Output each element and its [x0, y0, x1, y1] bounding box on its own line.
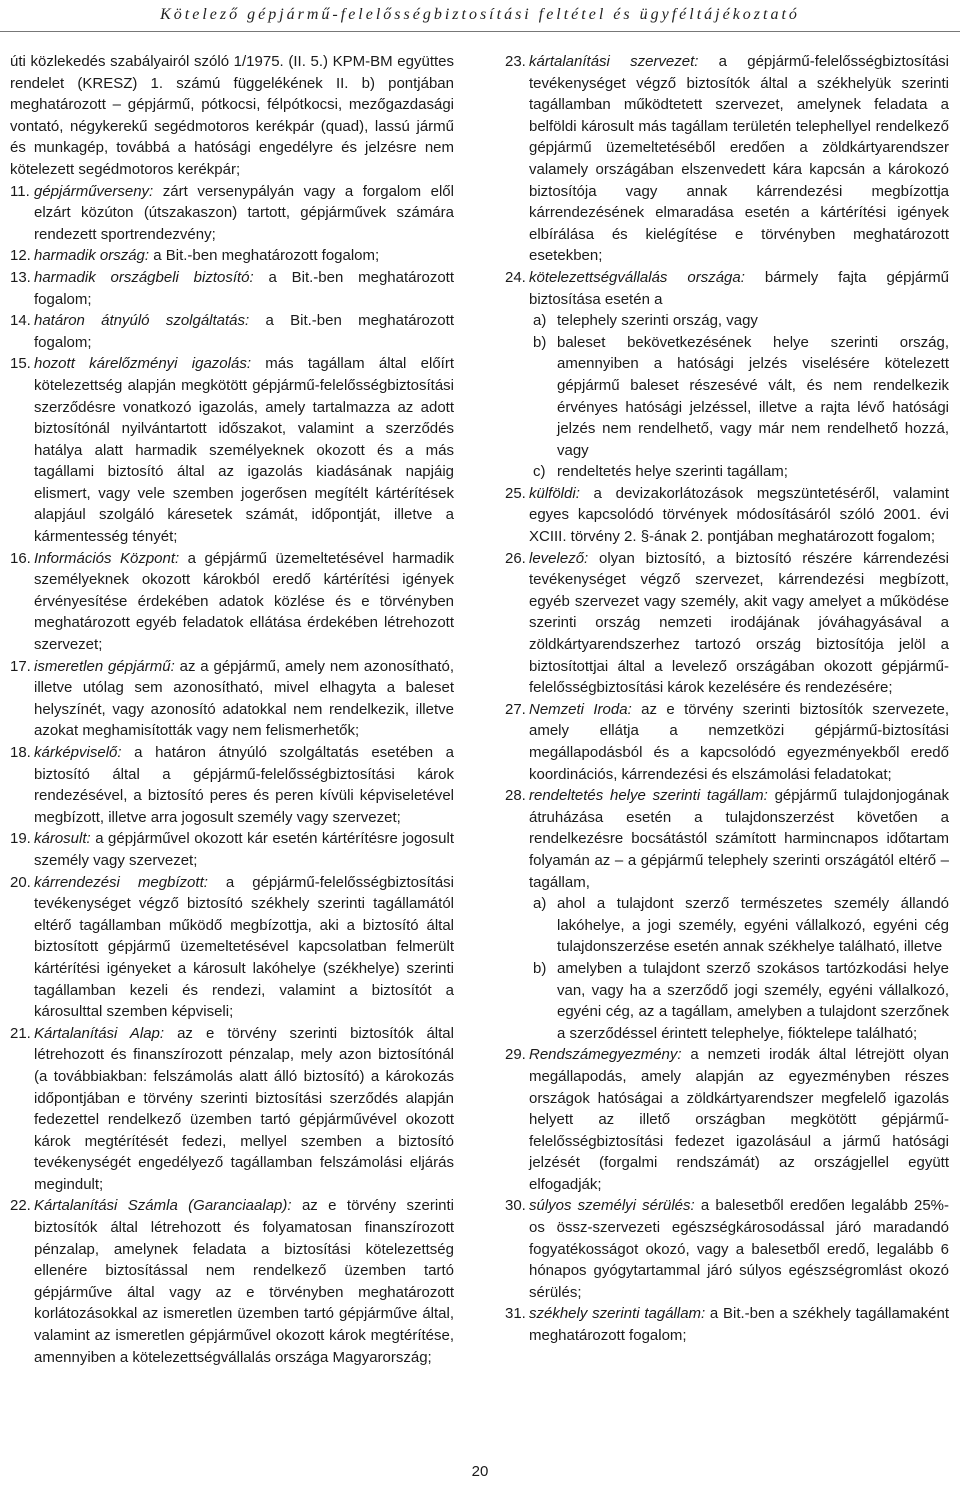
defined-term: határon átnyúló szolgáltatás: — [34, 312, 250, 330]
entry-number: 29. — [505, 1046, 526, 1064]
entry-body — [34, 310, 454, 353]
definition-text: olyan biztosító, a biztosító részére kárrendezési tevékenységet végző szervezet, kárrendezési megbízott, egyéb szervezet vagy személy, akit vagy amelyet a működése szerinti ország nemzeti irodájának jóváhagyásával a zöldkártyarendszerhez tartozó ország biztosítója jelöl a biztosítottjai által a levelező országában okozott gépjármű-felelősségbiztosítási károk kezelésére és rendezésére; — [529, 549, 949, 697]
definition-text: az e törvény szerinti biztosítók által létrehozott és folyamatosan finanszírozott pénzalap, amelynek feladata a biztosítási kötelezettség ellenére biztosítással nem rendelkező üzemben tartó gépjárműve által vagy az e törvényben meghatározott korlátozásokkal az ismeretlen üzemben tartó gépjárműve által, valamint az ismeretlen gépjárművel okozott károk megtérítése, amennyiben a kötelezettségvállalás országa Magyarország; — [34, 1197, 454, 1366]
definition-text: zárt versenypályán vagy a forgalom elől elzárt közúton (útszakaszon) tartott, gépjárművek számára rendezett sportrendezvény; — [34, 182, 454, 243]
entry-body — [529, 51, 949, 267]
sub-item-label: c) — [533, 463, 546, 481]
definition-entry — [505, 785, 949, 1044]
definition-entry — [10, 548, 454, 656]
entry-number: 20. — [10, 873, 31, 891]
defined-term: harmadik országbeli biztosító: — [34, 268, 254, 286]
definition-entry — [505, 267, 949, 483]
page-number: 20 — [471, 1463, 489, 1480]
sub-item — [529, 893, 949, 958]
definition-entry — [10, 1023, 454, 1196]
entry-number: 31. — [505, 1305, 526, 1323]
entry-number: 27. — [505, 700, 526, 718]
sub-item — [529, 958, 949, 1044]
entry-body — [34, 872, 454, 1023]
definition-text: az e törvény szerinti biztosítók szervezete, amely ellátja a nemzetközi gépjármű-biztosítási megállapodásból és a kapcsolódó egyezményekből eredő koordinációs, kárrendezési és elszámolási feladatokat; — [529, 700, 950, 783]
definition-text: a devizakorlátozások megszüntetéséről, valamint egyes kapcsolódó törvények módosításáról szóló 2001. évi XCIII. törvény 2. §-ának 2. pontjában meghatározott fogalom; — [529, 484, 949, 546]
entry-number: 28. — [505, 787, 526, 805]
defined-term: levelező: — [529, 549, 589, 567]
sub-item — [529, 461, 949, 483]
definition-entry — [10, 656, 454, 742]
definition-text: a balesetből eredően legalább 25%-os össz-szervezeti egészségkárosodással járó maradandó fogyatékosságot okozó, vagy a balesetből eredő, legalább 6 hónapos gyógytartammal járó súlyos egészségromlást okozó sérülés; — [529, 1197, 949, 1301]
defined-term: kártalanítási szervezet: — [529, 53, 699, 70]
entry-body — [34, 267, 454, 310]
definition-entry — [10, 872, 454, 1023]
entry-number: 24. — [505, 268, 526, 286]
definition-text: más tagállam által előírt kötelezettség alapján megkötött gépjármű-felelősségbiztosítási szerződésre vonatkozó igazolás, amely tartalmazza az adott biztosítónál nyilvántartott időszakot, valamint a szerződés hatálya alatt harmadik személyeknek okozott és a más tagállami biztosító által az igazolás kiadásának napjáig elismert, vagy vele szemben jogerősen megítélt kártérítések alapjául szolgáló káresetek számát, időpontját, illetve a kármentesség tényét; — [34, 355, 454, 546]
left-definition-list — [10, 181, 454, 1369]
sub-item-label: b) — [533, 959, 547, 977]
definition-text: bármely fajta gépjármű biztosítása esetén a — [529, 268, 949, 308]
sub-item — [529, 332, 949, 462]
sub-item-label: a) — [533, 312, 547, 330]
entry-number: 15. — [10, 355, 31, 373]
right-column — [505, 51, 949, 1347]
entry-body — [34, 828, 454, 871]
entry-body — [34, 353, 454, 547]
definition-entry — [10, 353, 454, 547]
defined-term: Nemzeti Iroda: — [529, 700, 632, 718]
entry-body — [34, 548, 454, 656]
definition-entry — [505, 699, 949, 785]
definition-entry — [10, 181, 454, 246]
defined-term: károsult: — [34, 830, 91, 848]
entry-number: 22. — [10, 1197, 31, 1215]
header-rule — [0, 31, 960, 32]
defined-term: Kártalanítási Számla (Garanciaalap): — [34, 1197, 292, 1215]
definition-text: a Bit.-ben meghatározott fogalom; — [149, 247, 380, 265]
defined-term: kárrendezési megbízott: — [34, 873, 208, 891]
entry-number: 14. — [10, 312, 31, 330]
definition-entry — [10, 310, 454, 353]
defined-term: székhely szerinti tagállam: — [529, 1305, 706, 1323]
entry-number: 25. — [505, 484, 526, 502]
left-column — [10, 51, 454, 1368]
entry-number: 26. — [505, 549, 526, 567]
entry-number: 21. — [10, 1024, 31, 1042]
running-header: Kötelező gépjármű-felelősségbiztosítási feltétel és ügyféltájékoztató — [160, 6, 800, 23]
definition-text: a gépjármű üzemeltetésével harmadik személyeknek okozott károkból eredő kártérítési igények érvényesítése érdekében adatok közlése és e törvényben meghatározott egyéb feladatok ellátása érdekében létrehozott szervezet; — [34, 549, 454, 654]
defined-term: kárképviselő: — [34, 744, 122, 761]
definition-text: a gépjármű-felelősségbiztosítási tevékenységet végző biztosítók által a székhelyük szerinti tagállamban működtetett szervezet, amelynek feladata a belföldi károsult más tagállam területén telephellyel rendelkező gépjármű üzemeltetéséből eredően a zöldkártyarendszer valamely országában elszenvedett kára kapcsán a károkozó biztosítója vagy annak kárrendezési megbízottja kárrendezésének elmaradása esetén a kártérítési igények elbírálása és kielégítése e törvényben meghatározott esetekben; — [529, 53, 949, 265]
entry-body — [529, 1303, 949, 1346]
defined-term: Információs Központ: — [34, 549, 180, 567]
definition-text: a határon átnyúló szolgáltatás esetében a biztosító által a gépjármű-felelősségbiztosítási károk rendezésével, a biztosító peres és peren kívüli képviseletével megbízott, illetve arra jogosult személy vagy szervezet; — [34, 744, 454, 826]
defined-term: harmadik ország: — [34, 247, 150, 265]
definition-text: a Bit.-ben meghatározott fogalom; — [34, 268, 454, 308]
sub-item-text: amelyben a tulajdont szerző szokásos tartózkodási helye van, vagy ha a szerződő jogi személy, egyéni vállalkozó, egyéni cég, az a tagállam, amelyben a tulajdont szerzőnek a szerződéssel érintett telephelye, fióktelepe található; — [557, 959, 949, 1042]
definition-entry — [10, 245, 454, 267]
defined-term: kötelezettségvállalás országa: — [529, 268, 745, 286]
definition-text: az a gépjármű, amely nem azonosítható, illetve utólag sem azonosítható, mivel elhagyta a baleset helyszínét, vagy azonosító adatokkal nem rendelkezik, illetve azokat meghamisították vagy nem felismerhetők; — [34, 657, 454, 740]
defined-term: ismeretlen gépjármű: — [34, 657, 175, 675]
definition-text: a nemzeti irodák által létrejött olyan megállapodás, amely alapján az egyezményben részes országok hatóságai a zöldkártyarendszer megfelelő igazolás helyett az illető országban megkötött gépjármű-felelősségbiztosítási fedezet igazolásául a jármű hatósági jelzését (forgalmi rendszámát) az országjellel együtt elfogadják; — [529, 1046, 949, 1193]
entry-number: 16. — [10, 549, 31, 567]
right-definition-list — [505, 51, 949, 1347]
entry-body — [34, 1195, 454, 1368]
sub-item-label: b) — [533, 333, 547, 351]
entry-body — [529, 548, 949, 699]
entry-body — [34, 245, 454, 267]
definition-text: a gépjármű-felelősségbiztosítási tevékenységet végző biztosító székhely szerinti tagállamától eltérő tagállamban működő megbízottja, aki a biztosító által biztosított gépjármű üzemeltetésével kapcsolatban felmerült kártérítési igényeket a károsult lakóhelye (székhelye) szerinti tagállamban kezeli és rendezi, valamint a biztosítót a károsulttal szemben képviseli; — [34, 873, 454, 1021]
entry-number: 13. — [10, 268, 31, 286]
definition-entry — [10, 828, 454, 871]
defined-term: külföldi: — [529, 484, 580, 502]
definition-entry — [10, 742, 454, 828]
definition-text: az e törvény szerinti biztosítók által létrehozott és finanszírozott pénzalap, mely azon biztosítónál (a továbbiakban: felszámolás alatt álló biztosító) a károkozás időpontjában e törvény szerinti biztosítási szerződés alapján fedezettel rendelkező üzemben tartó gépjárművével okozott károk megtérítését fedezi, mellyel szemben a biztosító tevékenységét engedélyező tagállamban felszámolási eljárás megindult; — [34, 1024, 454, 1193]
entry-body — [34, 742, 454, 828]
defined-term: Rendszámegyezmény: — [529, 1046, 682, 1064]
defined-term: Kártalanítási Alap: — [34, 1024, 165, 1042]
entry-number: 19. — [10, 830, 31, 848]
definition-entry — [10, 267, 454, 310]
definition-entry — [505, 51, 949, 267]
definition-text: a Bit.-ben meghatározott fogalom; — [34, 312, 454, 351]
definition-entry — [505, 483, 949, 548]
definition-entry — [505, 1044, 949, 1195]
left-intro-paragraph: úti közlekedés szabályairól szóló 1/1975. (II. 5.) KPM-BM együttes rendelet (KRESZ) 1. számú függelékének II. b) pontjában meghatározott – gépjármű, pótkocsi, félpótkocsi, mezőgazdasági vontató, négykerekű segédmotoros kerékpár (quad), lassú jármű és munkagép, továbbá a hatósági engedélyre és jelzésre nem kötelezett segédmotoros kerékpár; — [10, 53, 454, 178]
defined-term: gépjárműverseny: — [34, 182, 154, 200]
entry-body — [34, 181, 454, 246]
sub-item-text: telephely szerinti ország, vagy — [557, 312, 758, 330]
definition-text: gépjármű tulajdonjogának átruházása esetén a tulajdonszerzést követően a rendelkezésre bocsátástól számított harmincnapos időtartam folyamán az – a gépjármű telephely szerinti országától eltérő – tagállam, — [529, 787, 949, 891]
definition-entry — [10, 1195, 454, 1368]
definition-entry — [505, 1195, 949, 1303]
entry-body — [34, 656, 454, 742]
entry-body — [529, 1044, 949, 1195]
entry-number: 23. — [505, 53, 526, 70]
entry-number: 11. — [10, 182, 30, 200]
entry-body — [529, 483, 949, 548]
entry-body — [34, 1023, 454, 1196]
sub-item-text: baleset bekövetkezésének helye szerinti ország, amennyiben a hatósági jelzés viselésére kötelezett gépjármű baleset részesévé vált, és nem rendelkezik érvényes hatósági jelzéssel, illetve a rajta lévő hatósági jelzés nem rendelhető, vagy már nem rendelhető hozzá, vagy — [557, 333, 949, 459]
entry-body — [529, 267, 949, 310]
definition-text: a gépjárművel okozott kár esetén kártérítésre jogosult személy vagy szervezet; — [34, 830, 454, 869]
entry-body — [529, 699, 949, 785]
definition-entry — [505, 548, 949, 699]
entry-number: 18. — [10, 744, 31, 761]
entry-body — [529, 785, 949, 893]
definition-text: a Bit.-ben a székhely tagállamaként meghatározott fogalom; — [529, 1305, 949, 1345]
defined-term: rendeltetés helye szerinti tagállam: — [529, 787, 768, 805]
entry-number: 17. — [10, 657, 31, 675]
definition-entry — [505, 1303, 949, 1346]
sub-item-text: ahol a tulajdont szerző természetes személy állandó lakóhelye, a jogi személy, egyéni vállalkozó, egyéni cég tulajdonszerzése esetén annak székhelye található, illetve — [557, 895, 949, 956]
sub-item-label: a) — [533, 895, 547, 913]
entry-number: 12. — [10, 247, 31, 265]
entry-number: 30. — [505, 1197, 526, 1215]
entry-body — [529, 1195, 949, 1303]
defined-term: súlyos személyi sérülés: — [529, 1197, 695, 1215]
defined-term: hozott kárelőzményi igazolás: — [34, 355, 251, 373]
sub-item — [529, 310, 949, 332]
sub-item-text: rendeltetés helye szerinti tagállam; — [557, 463, 788, 481]
